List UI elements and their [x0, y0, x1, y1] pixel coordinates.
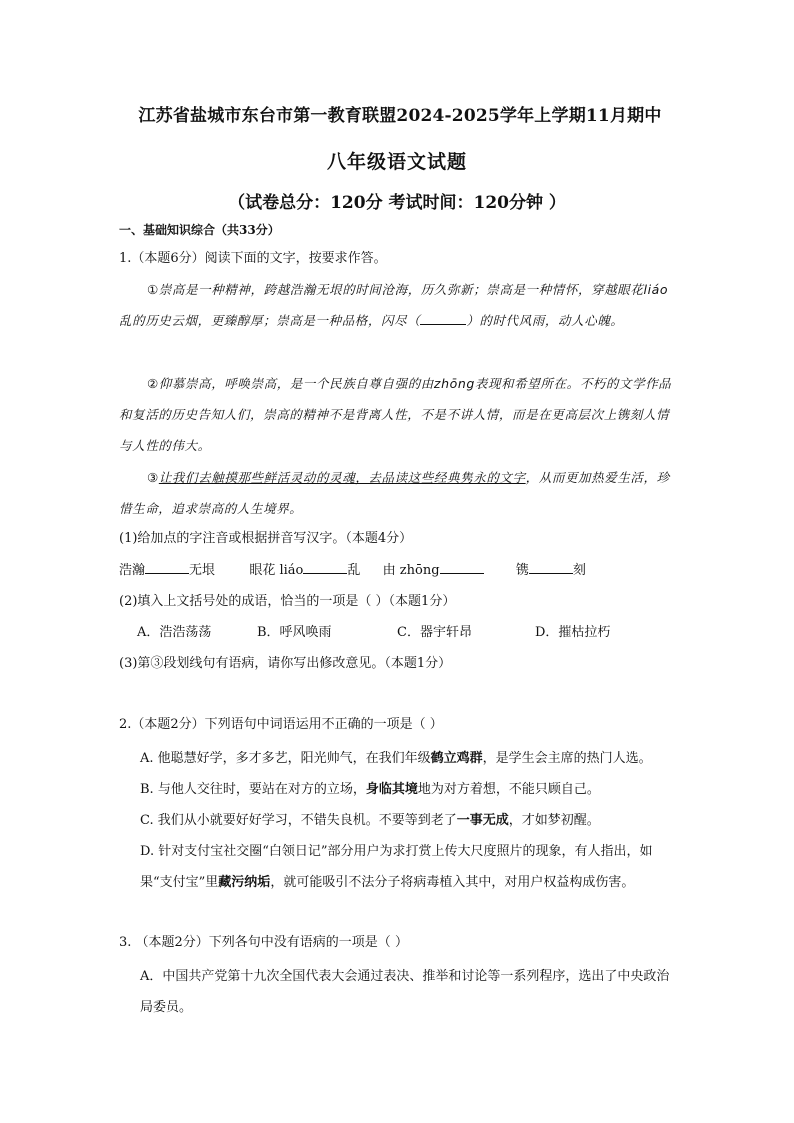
- passage-text: ）的时代风雨，动人心魄。: [466, 313, 624, 328]
- option-text: D. 针对支付宝社交圈“白领日记”部分用户为求打赏上传大尺度照片的现象，有人指出，如果“支付宝”里: [140, 844, 653, 890]
- word-part: 由 zhōng: [382, 563, 440, 578]
- exam-title: 江苏省盐城市东台市第一教育联盟2024-2025学年上学期11月期中: [138, 106, 662, 126]
- subquestion-1: (1)给加点的字注音或根据拼音写汉字。（本题4分）: [119, 531, 413, 546]
- answer-blank[interactable]: [303, 561, 347, 574]
- question-2-option-d[interactable]: [140, 836, 680, 898]
- passage-text: ①崇高是一种精神，跨越浩瀚无垠的时间沧海，历久弥新；崇高是一种情怀，穿越眼花liáo乱的历史云烟，更臻醇厚；崇高是一种品格，闪尽（: [119, 282, 669, 328]
- question-2-stem: 2.（本题2分）下列语句中词语运用不正确的一项是（ ）: [119, 717, 443, 732]
- underlined-sentence: 让我们去触摸那些鲜活灵动的灵魂，去品读这些经典隽永的文字: [158, 470, 526, 485]
- option-text: ，就可能吸引不法分子将病毒植入其中，对用户权益构成伤害。: [270, 875, 635, 890]
- key-word: 身临其境: [365, 782, 418, 797]
- option-text: C. 我们从小就要好好学习，不错失良机。不要等到老了: [140, 813, 457, 828]
- exam-info: （试卷总分：120分 考试时间：120分钟 ）: [228, 193, 566, 213]
- word-part: 眼花 liáo: [249, 563, 304, 578]
- passage-paragraph-2: ②仰慕崇高，呼唤崇高，是一个民族自尊自强的由zhōng表现和希望所在。不朽的文学作品和复活的历史告知人们，崇高的精神不是背离人性，不是不讲人情，而是在更高层次上镌刻人情与人性的伟大。: [119, 376, 672, 453]
- section-heading: 一、基础知识综合（共33分）: [119, 223, 280, 237]
- fill-in-row: [119, 561, 586, 580]
- word-part: 乱: [347, 563, 361, 578]
- answer-blank[interactable]: [420, 312, 466, 325]
- word-part: 浩瀚: [119, 563, 146, 578]
- answer-blank[interactable]: [145, 561, 189, 574]
- options-row: [137, 624, 610, 642]
- answer-blank[interactable]: [529, 561, 573, 574]
- word-part: 无垠: [189, 563, 216, 578]
- option-text: ，是学生会主席的热门人选。: [482, 751, 652, 766]
- question-3-option-a[interactable]: A．中国共产党第十九次全国代表大会通过表决、推举和讨论等一系列程序，选出了中央政治局委员。: [140, 969, 670, 1015]
- question-2-option-c[interactable]: [140, 805, 680, 836]
- exam-subtitle: 八年级语文试题: [326, 151, 467, 173]
- option-a[interactable]: A．浩浩荡荡: [137, 625, 212, 640]
- option-b[interactable]: B．呼风唤雨: [257, 625, 332, 640]
- option-text: ，才如梦初醒。: [508, 813, 600, 828]
- key-word: 藏污纳垢: [218, 875, 271, 890]
- question-2-option-b[interactable]: [140, 774, 680, 805]
- passage-text: ，从而更加热爱生活，珍惜生命，追求崇高的人生境界。: [119, 470, 670, 516]
- answer-blank[interactable]: [440, 561, 484, 574]
- option-c[interactable]: C．器宇轩昂: [397, 625, 472, 640]
- word-part: 镌: [515, 563, 529, 578]
- key-word: 一事无成: [456, 813, 509, 828]
- question-3-stem: 3. （本题2分）下列各句中没有语病的一项是（ ）: [119, 935, 408, 950]
- subquestion-2: (2)填入上文括号处的成语，恰当的一项是（ ）（本题1分）: [119, 594, 456, 609]
- subquestion-3: (3)第③段划线句有语病，请你写出修改意见。（本题1分）: [119, 656, 452, 671]
- option-text: A. 他聪慧好学，多才多艺，阳光帅气，在我们年级: [140, 751, 431, 766]
- option-text: B. 与他人交往时，要站在对方的立场，: [140, 782, 366, 797]
- passage-paragraph-1: [119, 274, 679, 336]
- question-1-stem: 1.（本题6分）阅读下面的文字，按要求作答。: [119, 251, 387, 266]
- word-part: 刻: [572, 563, 586, 578]
- paragraph-number: ③: [147, 470, 159, 485]
- option-text: 地为对方着想，不能只顾自己。: [417, 782, 600, 797]
- question-2-option-a[interactable]: [140, 743, 680, 774]
- key-word: 鹤立鸡群: [430, 751, 483, 766]
- option-d[interactable]: D．摧枯拉朽: [535, 625, 611, 640]
- passage-paragraph-3: [119, 462, 679, 524]
